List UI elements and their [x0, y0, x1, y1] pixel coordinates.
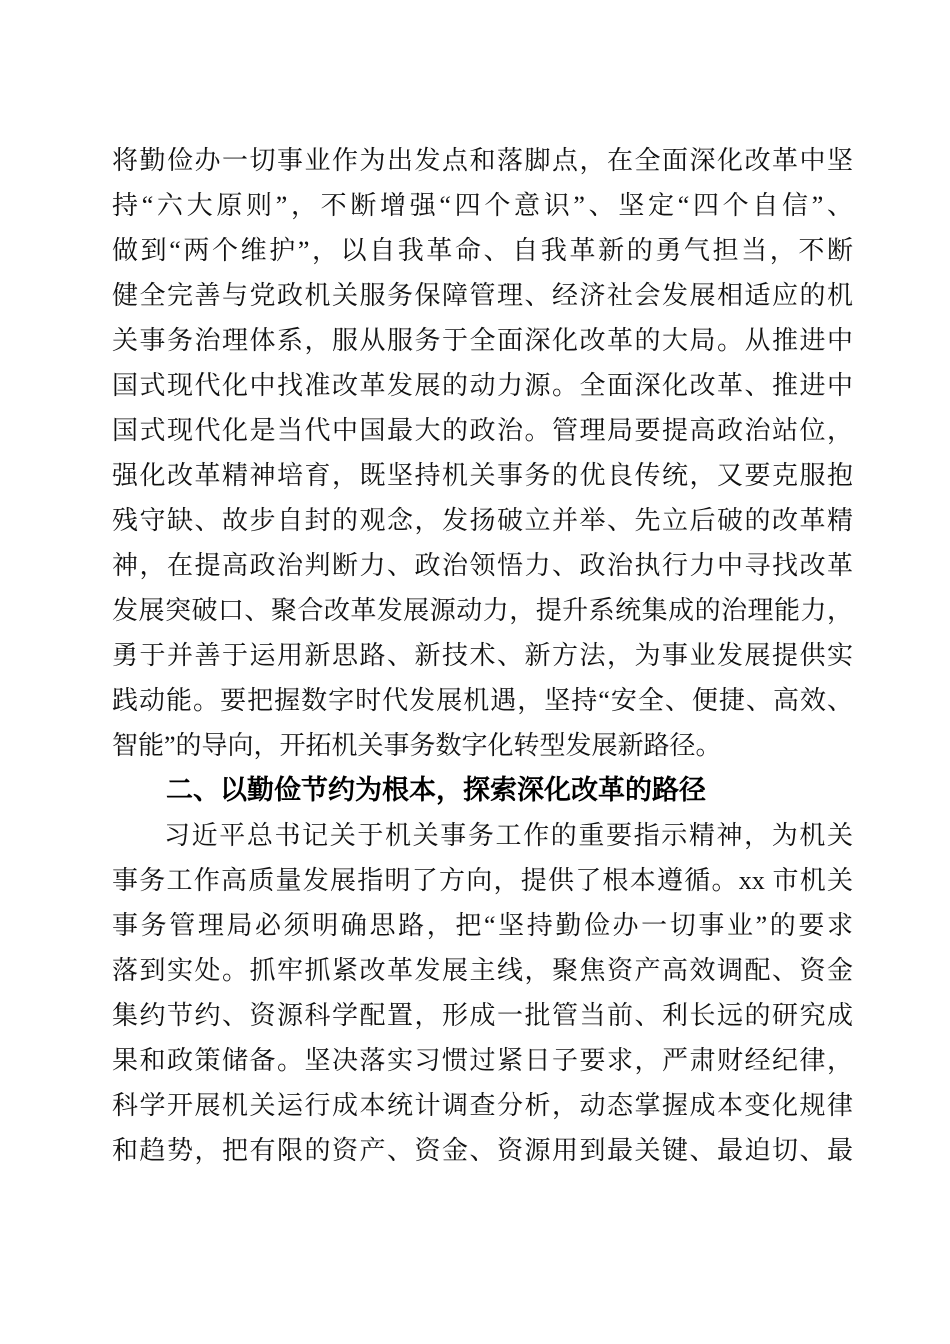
text-line: 关事务治理体系，服从服务于全面深化改革的大局。从推进中 — [112, 326, 853, 355]
text-line: 国式现代化是当代中国最大的政治。管理局要提高政治站位， — [112, 416, 853, 445]
text-line: 国式现代化中找准改革发展的动力源。全面深化改革、推进中 — [112, 371, 853, 400]
text-line: 神，在提高政治判断力、政治领悟力、政治执行力中寻找改革 — [112, 551, 853, 580]
text-line: 勇于并善于运用新思路、新技术、新方法，为事业发展提供实 — [112, 641, 853, 670]
document-content — [112, 138, 853, 1173]
text-line: 健全完善与党政机关服务保障管理、经济社会发展相适应的机 — [112, 281, 853, 310]
text-line: 和趋势，把有限的资产、资金、资源用到最关键、最迫切、最 — [112, 1136, 853, 1165]
text-line: 事务管理局必须明确思路，把“坚持勤俭办一切事业”的要求 — [112, 911, 853, 940]
text-line: 果和政策储备。坚决落实习惯过紧日子要求，严肃财经纪律， — [112, 1046, 853, 1075]
text-line: 事务工作高质量发展指明了方向，提供了根本遵循。xx 市机关 — [112, 866, 853, 895]
text-line: 集约节约、资源科学配置，形成一批管当前、利长远的研究成 — [112, 1001, 853, 1030]
section-heading: 二、以勤俭节约为根本，探索深化改革的路径 — [166, 775, 706, 805]
text-line: 做到“两个维护”，以自我革命、自我革新的勇气担当，不断 — [112, 236, 853, 265]
text-line: 发展突破口、聚合改革发展源动力，提升系统集成的治理能力， — [112, 596, 853, 625]
text-line: 残守缺、故步自封的观念，发扬破立并举、先立后破的改革精 — [112, 506, 853, 535]
text-line: 落到实处。抓牢抓紧改革发展主线，聚焦资产高效调配、资金 — [112, 956, 853, 985]
text-line: 智能”的导向，开拓机关事务数字化转型发展新路径。 — [112, 731, 722, 760]
text-line: 强化改革精神培育，既坚持机关事务的优良传统，又要克服抱 — [112, 461, 853, 490]
text-line: 习近平总书记关于机关事务工作的重要指示精神，为机关 — [164, 821, 853, 850]
text-line: 持“六大原则”，不断增强“四个意识”、坚定“四个自信”、 — [112, 191, 853, 220]
text-line: 科学开展机关运行成本统计调查分析，动态掌握成本变化规律 — [112, 1091, 853, 1120]
text-line: 将勤俭办一切事业作为出发点和落脚点，在全面深化改革中坚 — [112, 146, 853, 175]
text-line: 践动能。要把握数字时代发展机遇，坚持“安全、便捷、高效、 — [112, 686, 853, 715]
